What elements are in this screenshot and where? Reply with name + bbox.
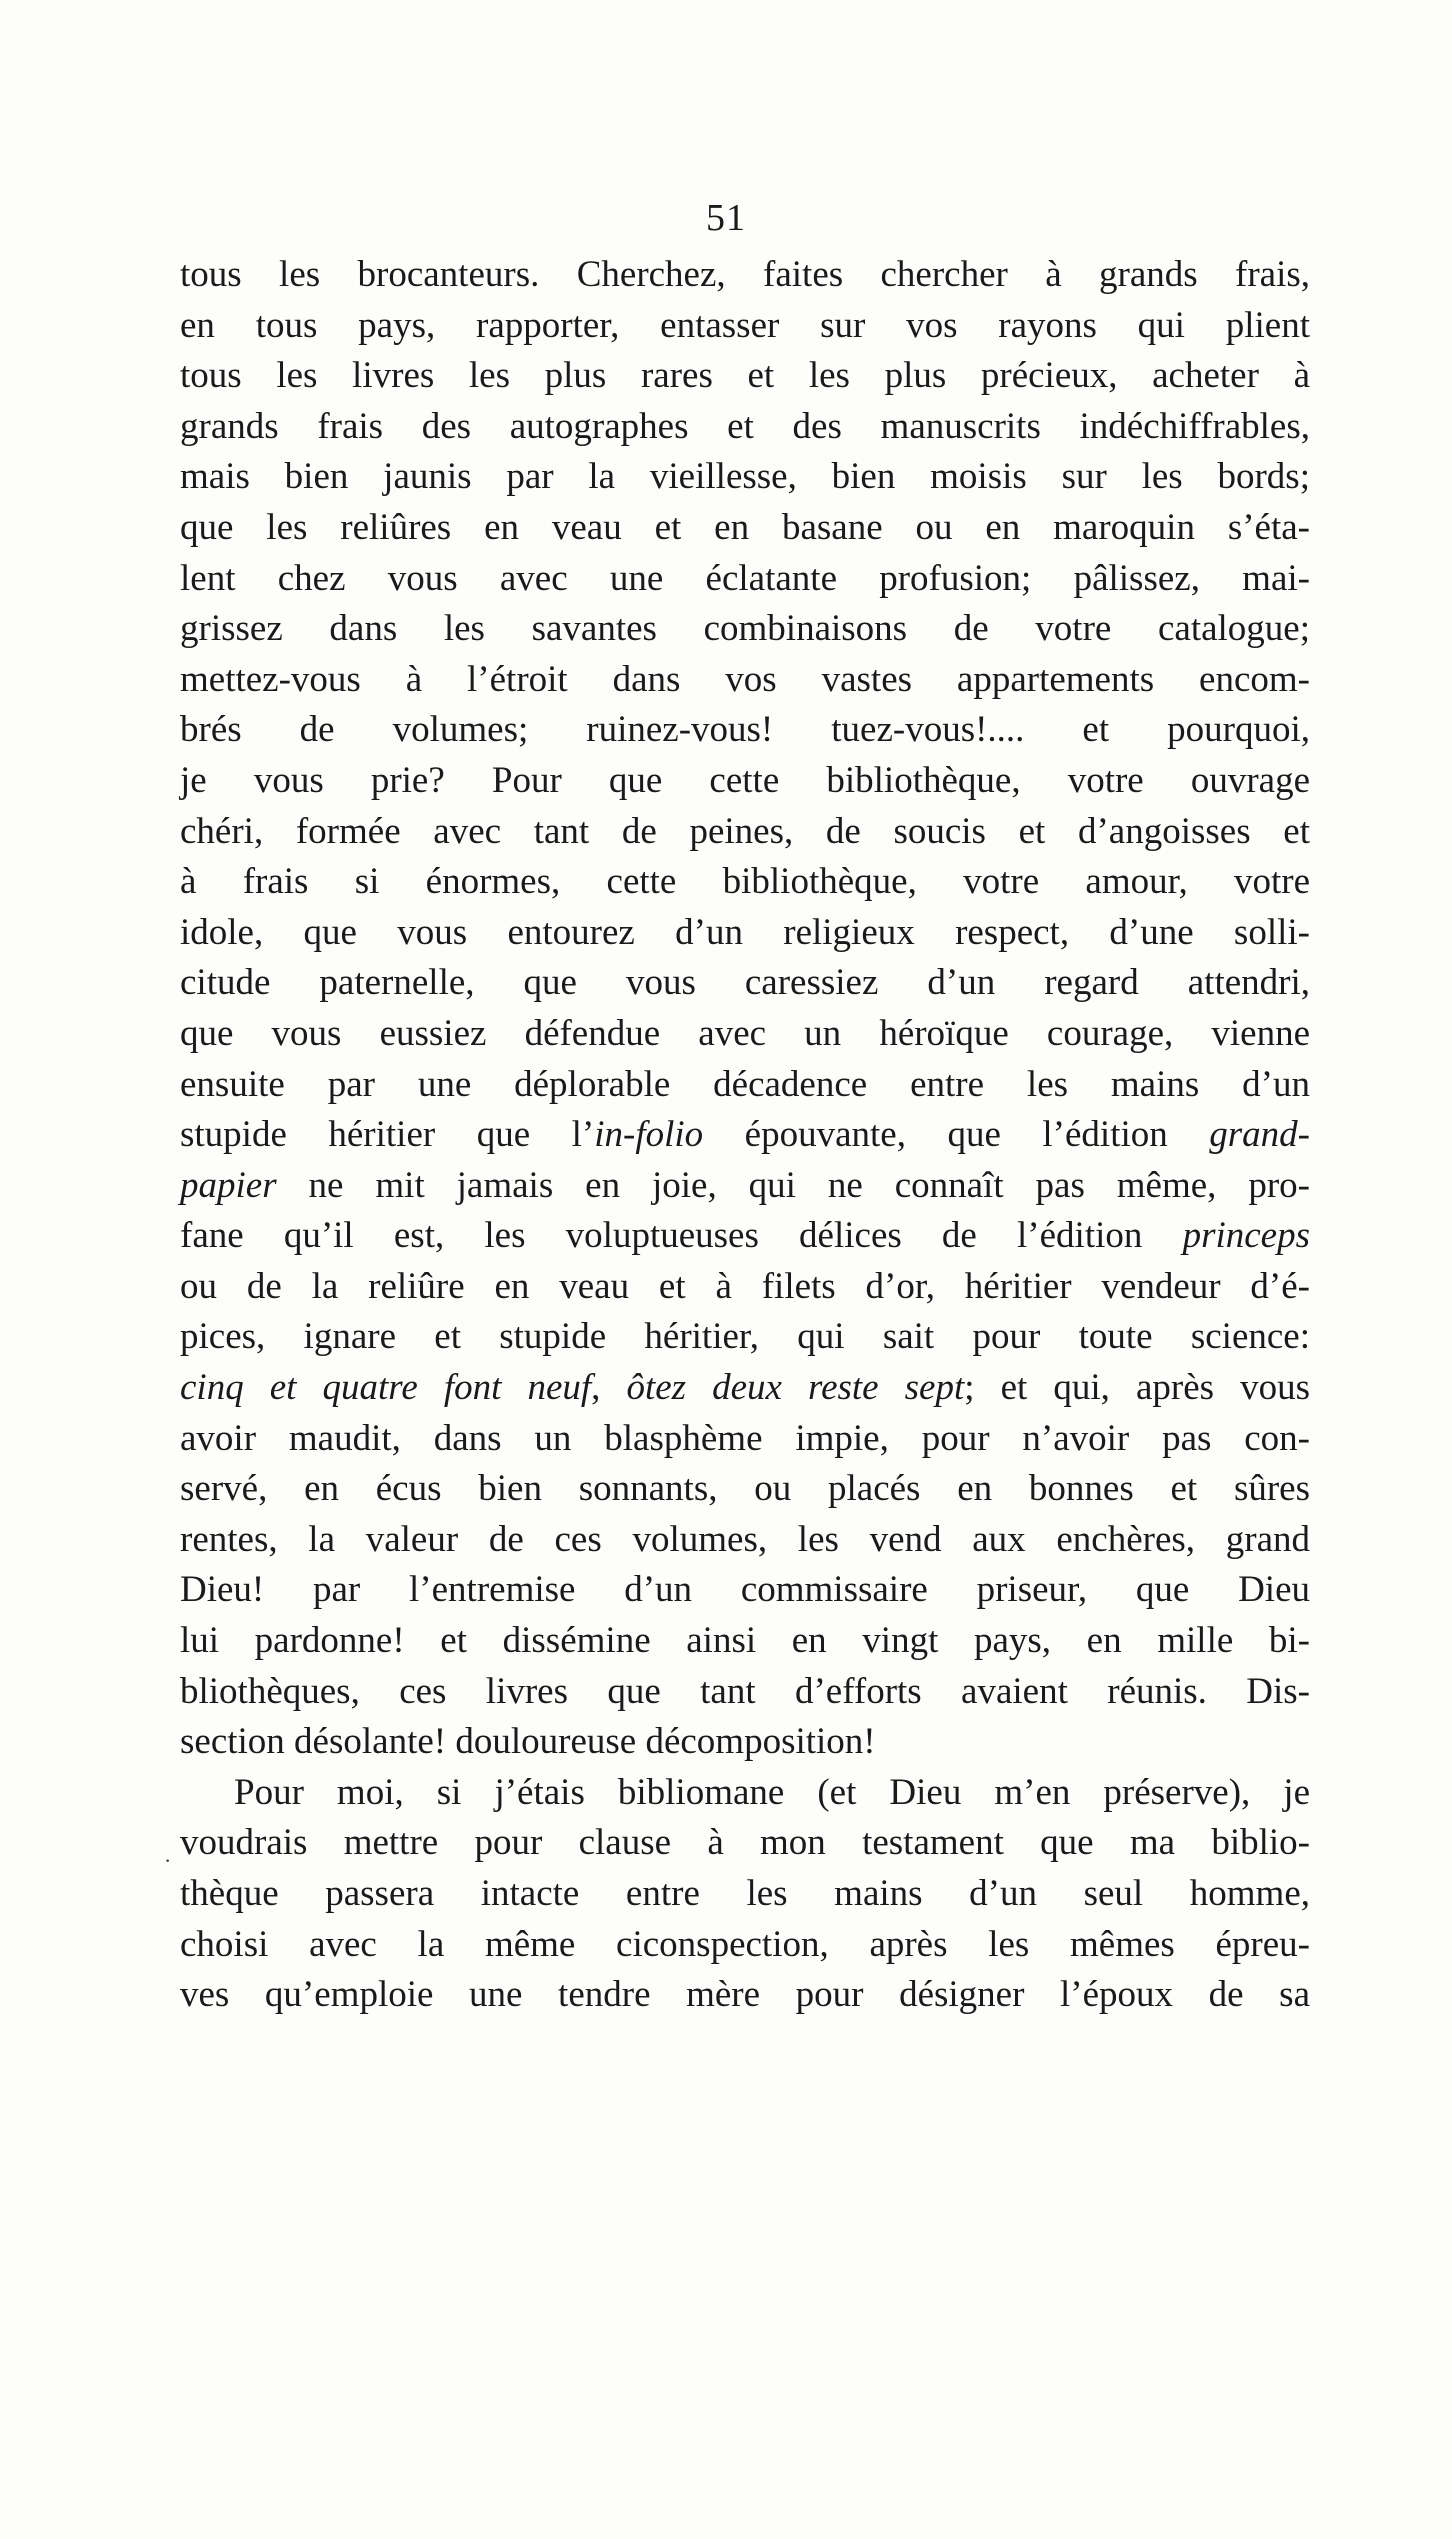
text-line (180, 554, 1310, 605)
text-segment: ne mit jamais en joie, qui ne connaît pas même, pro- (276, 1164, 1310, 1206)
text-line (180, 1920, 1310, 1971)
margin-mark: · (164, 1848, 172, 1873)
text-segment: je vous prie? Pour que cette bibliothèque, votre ouvrage (180, 759, 1310, 801)
text-line (180, 1009, 1310, 1060)
text-line (180, 1060, 1310, 1111)
text-line (180, 1616, 1310, 1667)
text-segment: que vous eussiez défendue avec un héroïque courage, vienne (180, 1012, 1310, 1054)
text-line (180, 756, 1310, 807)
text-line (180, 1717, 1310, 1768)
text-line (180, 705, 1310, 756)
text-line (180, 351, 1310, 402)
text-segment: voudrais mettre pour clause à mon testament que ma biblio- (180, 1822, 1310, 1864)
text-line (180, 908, 1310, 959)
italic-text-segment: princeps (1182, 1215, 1310, 1257)
text-line (180, 1515, 1310, 1566)
italic-text-segment: ôtez deux reste sept (626, 1367, 965, 1409)
text-segment: , (591, 1367, 627, 1409)
text-line (180, 503, 1310, 554)
text-segment: Dieu! par l’entremise d’un commissaire priseur, que Dieu (180, 1569, 1310, 1611)
text-line (180, 1768, 1310, 1819)
text-line (180, 301, 1310, 352)
page-number: 51 (706, 197, 746, 239)
text-line (180, 1262, 1310, 1313)
text-segment: lent chez vous avec une éclatante profusion; pâlissez, mai- (180, 557, 1310, 599)
text-segment: épouvante, que l’édition (703, 1114, 1210, 1156)
text-line (180, 402, 1310, 453)
text-line (180, 250, 1310, 301)
text-line (180, 1363, 1310, 1414)
text-segment: ves qu’emploie une tendre mère pour désigner l’époux de sa (180, 1974, 1310, 2016)
text-line (180, 857, 1310, 908)
text-segment: thèque passera intacte entre les mains d’un seul homme, (180, 1873, 1310, 1914)
text-segment: stupide héritier que l’ (180, 1114, 595, 1156)
text-line (180, 452, 1310, 503)
text-segment: servé, en écus bien sonnants, ou placés en bonnes et sûres (180, 1468, 1310, 1510)
text-segment: bliothèques, ces livres que tant d’efforts avaient réunis. Dis- (180, 1670, 1310, 1712)
text-segment: section désolante! douloureuse décomposition! (180, 1721, 876, 1763)
text-line (180, 1565, 1310, 1616)
text-segment: que les reliûres en veau et en basane ou en maroquin s’éta- (180, 506, 1310, 548)
text-segment: chéri, formée avec tant de peines, de soucis et d’angoisses et (180, 810, 1310, 852)
text-segment: fane qu’il est, les voluptueuses délices de l’édition (180, 1215, 1183, 1257)
italic-text-segment: in-folio (594, 1114, 704, 1156)
text-line (180, 655, 1310, 706)
text-line (180, 1161, 1310, 1212)
text-segment: rentes, la valeur de ces volumes, les vend aux enchères, grand (180, 1518, 1310, 1560)
body-text (180, 250, 1310, 2021)
text-segment: tous les brocanteurs. Cherchez, faites chercher à grands frais, (180, 254, 1310, 295)
text-line (180, 958, 1310, 1009)
text-segment: à frais si énormes, cette bibliothèque, votre amour, votre (180, 861, 1310, 903)
text-segment: tous les livres les plus rares et les plus précieux, acheter à (180, 355, 1310, 397)
text-segment: mais bien jaunis par la vieillesse, bien moisis sur les bords; (180, 456, 1310, 498)
text-line (180, 1869, 1310, 1920)
text-segment: avoir maudit, dans un blasphème impie, pour n’avoir pas con- (180, 1417, 1310, 1459)
text-line (180, 1667, 1310, 1718)
text-segment: ou de la reliûre en veau et à filets d’or, héritier vendeur d’é- (180, 1265, 1310, 1307)
text-segment: brés de volumes; ruinez-vous! tuez-vous!.... et pourquoi, (180, 709, 1310, 751)
text-line (180, 604, 1310, 655)
text-segment: pices, ignare et stupide héritier, qui sait pour toute science: (180, 1316, 1310, 1358)
text-line (180, 807, 1310, 858)
italic-text-segment: cinq et quatre font neuf (180, 1367, 592, 1409)
text-line (180, 1970, 1310, 2021)
text-segment: ensuite par une déplorable décadence entre les mains d’un (180, 1063, 1310, 1105)
text-segment: citude paternelle, que vous caressiez d’un regard attendri, (180, 962, 1310, 1004)
text-line (180, 1414, 1310, 1465)
text-line (180, 1211, 1310, 1262)
text-line (180, 1818, 1310, 1869)
text-segment: lui pardonne! et dissémine ainsi en vingt pays, en mille bi- (180, 1620, 1310, 1662)
text-line (180, 1464, 1310, 1515)
text-segment: grissez dans les savantes combinaisons de votre catalogue; (180, 608, 1310, 650)
text-segment: grands frais des autographes et des manuscrits indéchiffrables, (180, 405, 1310, 447)
text-segment: Pour moi, si j’étais bibliomane (et Dieu m’en préserve), je (234, 1771, 1310, 1813)
italic-text-segment: grand- (1209, 1114, 1310, 1156)
text-segment: mettez-vous à l’étroit dans vos vastes appartements encom- (180, 658, 1310, 700)
text-line (180, 1110, 1310, 1161)
text-line (180, 1312, 1310, 1363)
text-segment: idole, que vous entourez d’un religieux respect, d’une solli- (180, 911, 1310, 953)
text-segment: ; et qui, après vous (964, 1367, 1310, 1409)
text-segment: en tous pays, rapporter, entasser sur vos rayons qui plient (180, 304, 1310, 346)
text-segment: choisi avec la même ciconspection, après les mêmes épreu- (180, 1923, 1310, 1965)
italic-text-segment: papier (180, 1164, 277, 1206)
